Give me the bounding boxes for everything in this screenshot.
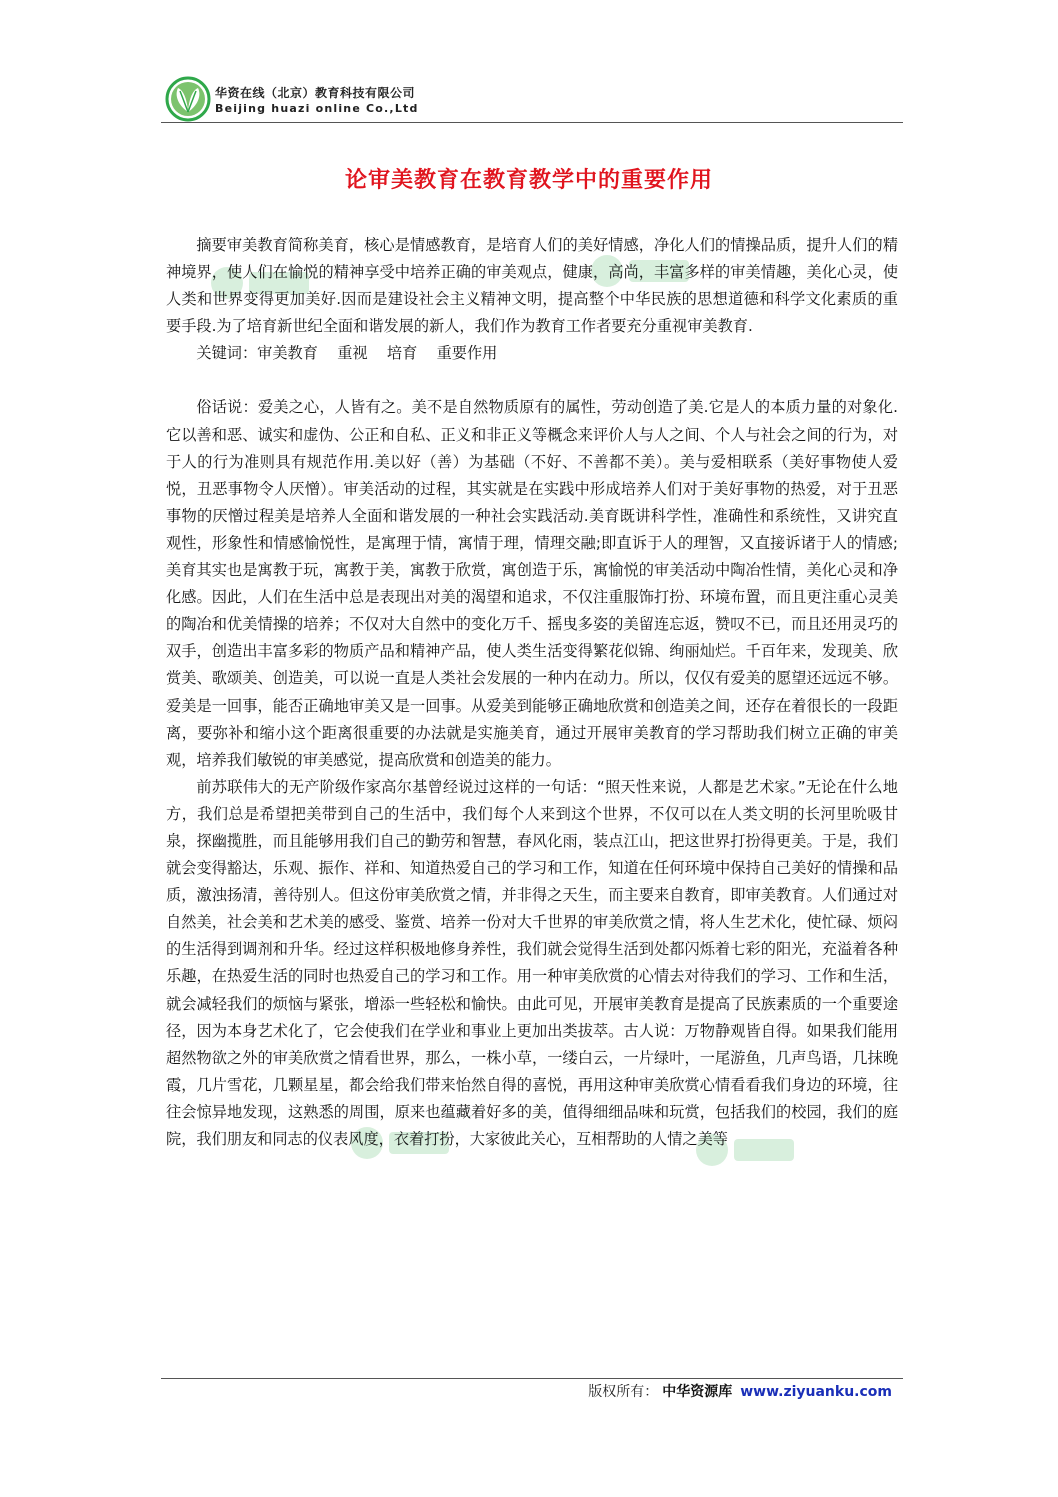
- company-logo-icon: [165, 76, 211, 122]
- footer-brand: 中华资源库: [662, 1384, 733, 1400]
- copyright-label: 版权所有：: [588, 1384, 659, 1400]
- paragraph-spacer: [166, 367, 898, 394]
- abstract-paragraph: 摘要审美教育简称美育，核心是情感教育，是培育人们的美好情感，净化人们的情操品质，提升人们的精神境界，使人们在愉悦的精神享受中培养正确的审美观点，健康，高尚，丰富多样的审美情趣，美化心灵，使人类和世界变得更加美好.因而是建设社会主义精神文明，提高整个中华民族的思想道德和科学文化素质的重要手段.为了培育新世纪全面和谐发展的新人，我们作为教育工作者要充分重视审美教育.: [166, 236, 898, 336]
- footer-divider: [161, 1378, 903, 1379]
- header-divider: [161, 122, 903, 123]
- footer-url-link[interactable]: www.ziyuanku.com: [740, 1384, 892, 1400]
- body-paragraph-1: 俗话说：爱美之心，人皆有之。美不是自然物质原有的属性，劳动创造了美.它是人的本质力量的对象化.它以善和恶、诚实和虚伪、公正和自私、正义和非正义等概念来评价人与人之间、个人与社会之间的行为，对于人的行为准则具有规范作用.美以好（善）为基础（不好、不善都不美）。美与爱相联系（美好事物使人爱悦，丑恶事物令人厌憎）。审美活动的过程，其实就是在实践中形成培养人们对于美好事物的热爱，对于丑恶事物的厌憎过程美是培养人全面和谐发展的一种社会实践活动.美育既讲科学性，准确性和系统性，又讲究直观性，形象性和情感愉悦性，是寓理于情，寓情于理，情理交融;即直诉于人的理智，又直接诉诸于人的情感;美育其实也是寓教于玩，寓教于美，寓教于欣赏，寓创造于乐，寓愉悦的审美活动中陶冶性情，美化心灵和净化感。因此，人们在生活中总是表现出对美的渴望和追求，不仅注重服饰打扮、环境布置，而且更注重心灵美的陶冶和优美情操的培养；不仅对大自然中的变化万千、摇曳多姿的美留连忘返，赞叹不已，而且还用灵巧的双手，创造出丰富多彩的物质产品和精神产品，使人类生活变得繁花似锦、绚丽灿烂。千百年来，发现美、欣赏美、歌颂美、创造美，可以说一直是人类社会发展的一种内在动力。所以，仅仅有爱美的愿望还远远不够。爱美是一回事，能否正确地审美又是一回事。从爱美到能够正确地欣赏和创造美之间，还存在着很长的一段距离，要弥补和缩小这个距离很重要的办法就是实施美育，通过开展审美教育的学习帮助我们树立正确的审美观，培养我们敏锐的审美感觉，提高欣赏和创造美的能力。: [166, 398, 898, 769]
- document-body: [166, 232, 898, 1153]
- keywords-line: 关键词：审美教育 重视 培育 重要作用: [196, 344, 498, 363]
- company-name-cn: 华资在线（北京）教育科技有限公司: [215, 86, 416, 100]
- page-header: [165, 76, 905, 122]
- document-title: 论审美教育在教育教学中的重要作用: [344, 168, 713, 193]
- body-paragraph-2: 前苏联伟大的无产阶级作家高尔基曾经说过这样的一句话：“照天性来说，人都是艺术家。”无论在什么地方，我们总是希望把美带到自己的生活中，我们每个人来到这个世界，不仅可以在人类文明的长河里吮吸甘泉，探幽揽胜，而且能够用我们自己的勤劳和智慧，春风化雨，装点江山，把这世界打扮得更美。于是，我们就会变得豁达，乐观、振作、祥和、知道热爱自己的学习和工作，知道在任何环境中保持自己美好的情操和品质，激浊扬清，善待别人。但这份审美欣赏之情，并非得之天生，而主要来自教育，即审美教育。人们通过对自然美，社会美和艺术美的感受、鉴赏、培养一份对大千世界的审美欣赏之情，将人生艺术化，使忙碌、烦闷的生活得到调剂和升华。经过这样积极地修身养性，我们就会觉得生活到处都闪烁着七彩的阳光，充溢着各种乐趣，在热爱生活的同时也热爱自己的学习和工作。用一种审美欣赏的心情去对待我们的学习、工作和生活，就会减轻我们的烦恼与紧张，增添一些轻松和愉快。由此可见，开展审美教育是提高了民族素质的一个重要途径，因为本身艺术化了，它会使我们在学业和事业上更加出类拔萃。古人说：万物静观皆自得。如果我们能用超然物欲之外的审美欣赏之情看世界，那么，一株小草，一缕白云，一片绿叶，一尾游鱼，几声鸟语，几抹晚霞，几片雪花，几颗星星，都会给我们带来怡然自得的喜悦，再用这种审美欣赏心情看看我们身边的环境，往往会惊异地发现，这熟悉的周围，原来也蕴藏着好多的美，值得细细品味和玩赏，包括我们的校园，我们的庭院，我们朋友和同志的仪表风度，衣着打扮，大家彼此关心，互相帮助的人情之美等: [166, 777, 898, 1148]
- company-name-en: Beijing huazi online Co.,Ltd: [215, 102, 419, 115]
- page-footer: [588, 1381, 892, 1401]
